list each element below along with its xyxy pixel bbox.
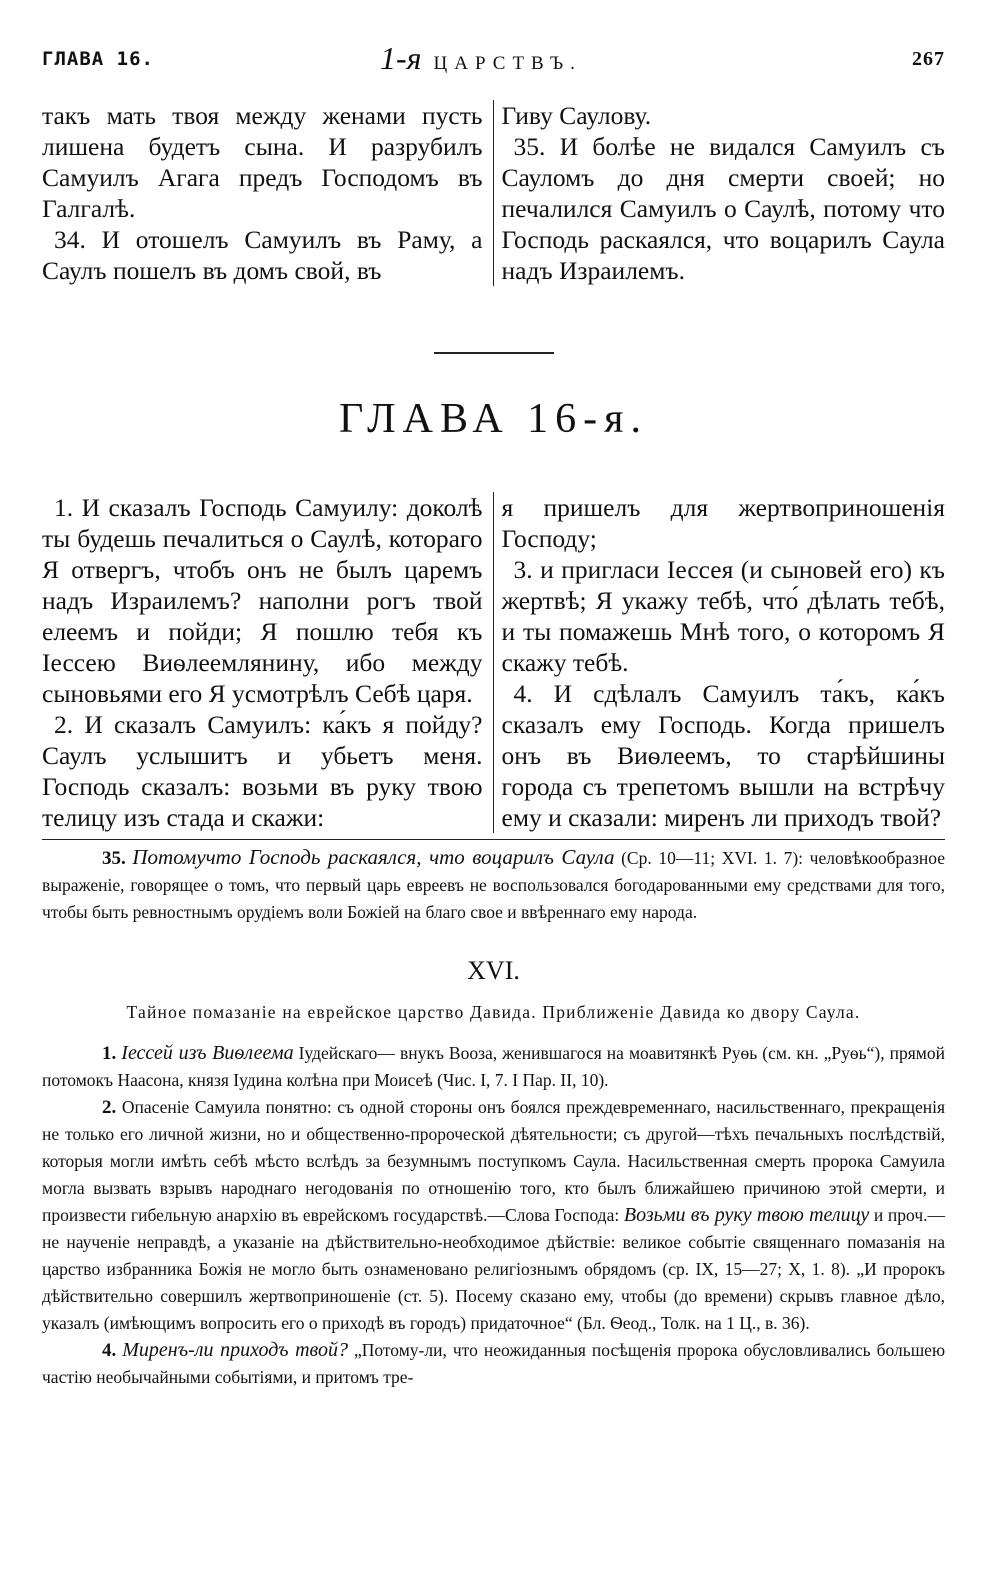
handwritten-annotation: 1-я [380, 40, 422, 76]
verse-paragraph: 35. И болѣе не видался Самуилъ съ Сауломъ до дня смерти своей; но печалился Самуилъ о Саулѣ, потому что Господь раскаялся, что воцарилъ Саула надъ Израилемъ. [501, 132, 945, 285]
verse-paragraph: 2. И сказалъ Самуилъ: ка́къ я пойду? Саулъ услышитъ и убьетъ меня. Господь сказалъ: возьми въ руку твою телицу изъ стада и скажи: [42, 710, 483, 832]
commentary-paragraph [42, 1337, 945, 1391]
commentary-paragraph [42, 1040, 945, 1094]
main-text-columns [42, 492, 945, 833]
section-commentary [42, 1040, 945, 1391]
separator-rule [434, 352, 554, 354]
section-number: XVI. [467, 956, 520, 985]
lemma: Миренъ-ли приходъ твой? [122, 1339, 348, 1361]
verse-paragraph: 1. И сказалъ Господь Самуилу: доколѣ ты будешь печалиться о Саулѣ, котораго Я отвергъ, чтобъ онъ не былъ царемъ надъ Израилемъ? наполни рогъ твой елеемъ и пойди; Я пошлю тебя къ Іессею Виѳлеемлянину, ибо между сыновьями его Я усмотрѣлъ Себѣ царя. [42, 493, 483, 708]
running-head [42, 40, 945, 80]
right-column [494, 492, 946, 833]
verse-paragraph: такъ мать твоя между женами пусть лишена будетъ сына. И разрубилъ Самуилъ Агага предъ Господомъ въ Галгалѣ. [42, 101, 483, 223]
section-title: Тайное помазаніе на еврейское царство Давида. Приближеніе Давида ко двору Саула. [126, 1002, 861, 1022]
running-head-chapter: ГЛАВА 16. [42, 48, 154, 70]
running-head-title: ЦАРСТВЪ. [433, 53, 582, 74]
left-column [42, 492, 494, 833]
verse-number: 2. [102, 1097, 117, 1118]
verse-paragraph: Гиву Саулову. [501, 101, 652, 130]
verse-paragraph: 34. И отошелъ Самуилъ въ Раму, а Саулъ пошелъ въ домъ свой, въ [42, 225, 483, 285]
footnote-rule [42, 839, 945, 840]
lemma: Возьми въ руку твою телицу [623, 1204, 870, 1226]
lemma: Іессей изъ Виѳлеема [121, 1042, 294, 1064]
verse-paragraph: 4. И сдѣлалъ Самуилъ та́къ, ка́къ сказалъ ему Господь. Когда пришелъ онъ въ Виѳлеемъ, то старѣйшины города съ трепетомъ вышли на встрѣчу ему и сказали: миренъ ли приходъ твой? [501, 679, 945, 832]
left-column [42, 100, 494, 286]
commentary-paragraph [42, 1094, 945, 1337]
commentary-text: Іудейскаго— внукъ Вооза, женившагося на моавитянкѣ Руѳь (см. кн. „Руѳь“), прямой потомокъ Наасона, князя Іудина колѣна при Моисеѣ (Чис. I, 7. I Пар. II, 10). [42, 1043, 945, 1090]
footnote-paragraph [42, 844, 945, 926]
verse-paragraph: я пришелъ для жертвоприношенія Господу; [501, 493, 945, 553]
verse-number: 4. [102, 1340, 117, 1361]
commentary-text: Опасеніе Самуила понятно: съ одной стороны онъ боялся преждевременнаго, насильственнаго, прекращенія не только его личной жизни, но и общественно-пророческой дѣятельности; съ другой—тѣхъ печальныхъ послѣдствій, которыя могли имѣть себѣ мѣсто вслѣдъ за безумнымъ поступкомъ Саула. Насильственная смерть пророка Самуила могла вызвать взрывъ народнаго негодованія по отношенію того, кто былъ ближайшею причиною этой смерти, и произвести гибельную анархію въ еврейскомъ государствѣ.—Слова Господа: [42, 1097, 946, 1225]
commentary-text: „Потому-ли, что неожиданныя посѣщенія пророка обусловливались большею частію необычайными событіями, и притомъ тре- [42, 1340, 946, 1387]
running-head-book-title [380, 40, 582, 77]
chapter-title: ГЛАВА 16-я. [339, 396, 648, 442]
verse-number: 1. [102, 1043, 117, 1064]
page-number: 267 [912, 48, 945, 70]
verse-paragraph: 3. и пригласи Іессея (и сыновей его) къ жертвѣ; Я укажу тебѣ, что́ дѣлать тебѣ, и ты помажешь Мнѣ того, о которомъ Я скажу тебѣ. [501, 555, 945, 677]
right-column [494, 100, 946, 286]
footnote [42, 844, 945, 926]
footnote-lead: Потомучто Господь раскаялся, что воцарилъ Саула [132, 845, 615, 869]
footnote-text: (Ср. 10—11; XVI. 1. 7): человѣкообразное выраженіе, говорящее о томъ, что первый царь евреевъ не воспользовался богодарованными ему средствами для того, чтобы быть ревностнымъ орудіемъ воли Божіей на благо свое и ввѣреннаго ему народа. [42, 848, 946, 922]
top-text-columns [42, 100, 945, 286]
footnote-number: 35. [102, 848, 126, 869]
commentary-text: и проч.—не наученіе неправдѣ, а указаніе на дѣйствительно-необходимое дѣйствіе: великое событіе священнаго помазанія на царство избранника Божія не могло быть ознаменовано религіознымъ обрядомъ (ср. IX, 15—27; X, 1. 8). „И пророкъ дѣйствительно совершилъ жертвоприношеніе (ст. 5). Посему сказано ему, чтобы (до времени) скрывъ главное дѣло, указалъ (имѣющимъ вопросить его о приходѣ въ городъ) придаточное“ (Бл. Ѳеод., Толк. на 1 Ц., в. 36). [42, 1205, 945, 1333]
